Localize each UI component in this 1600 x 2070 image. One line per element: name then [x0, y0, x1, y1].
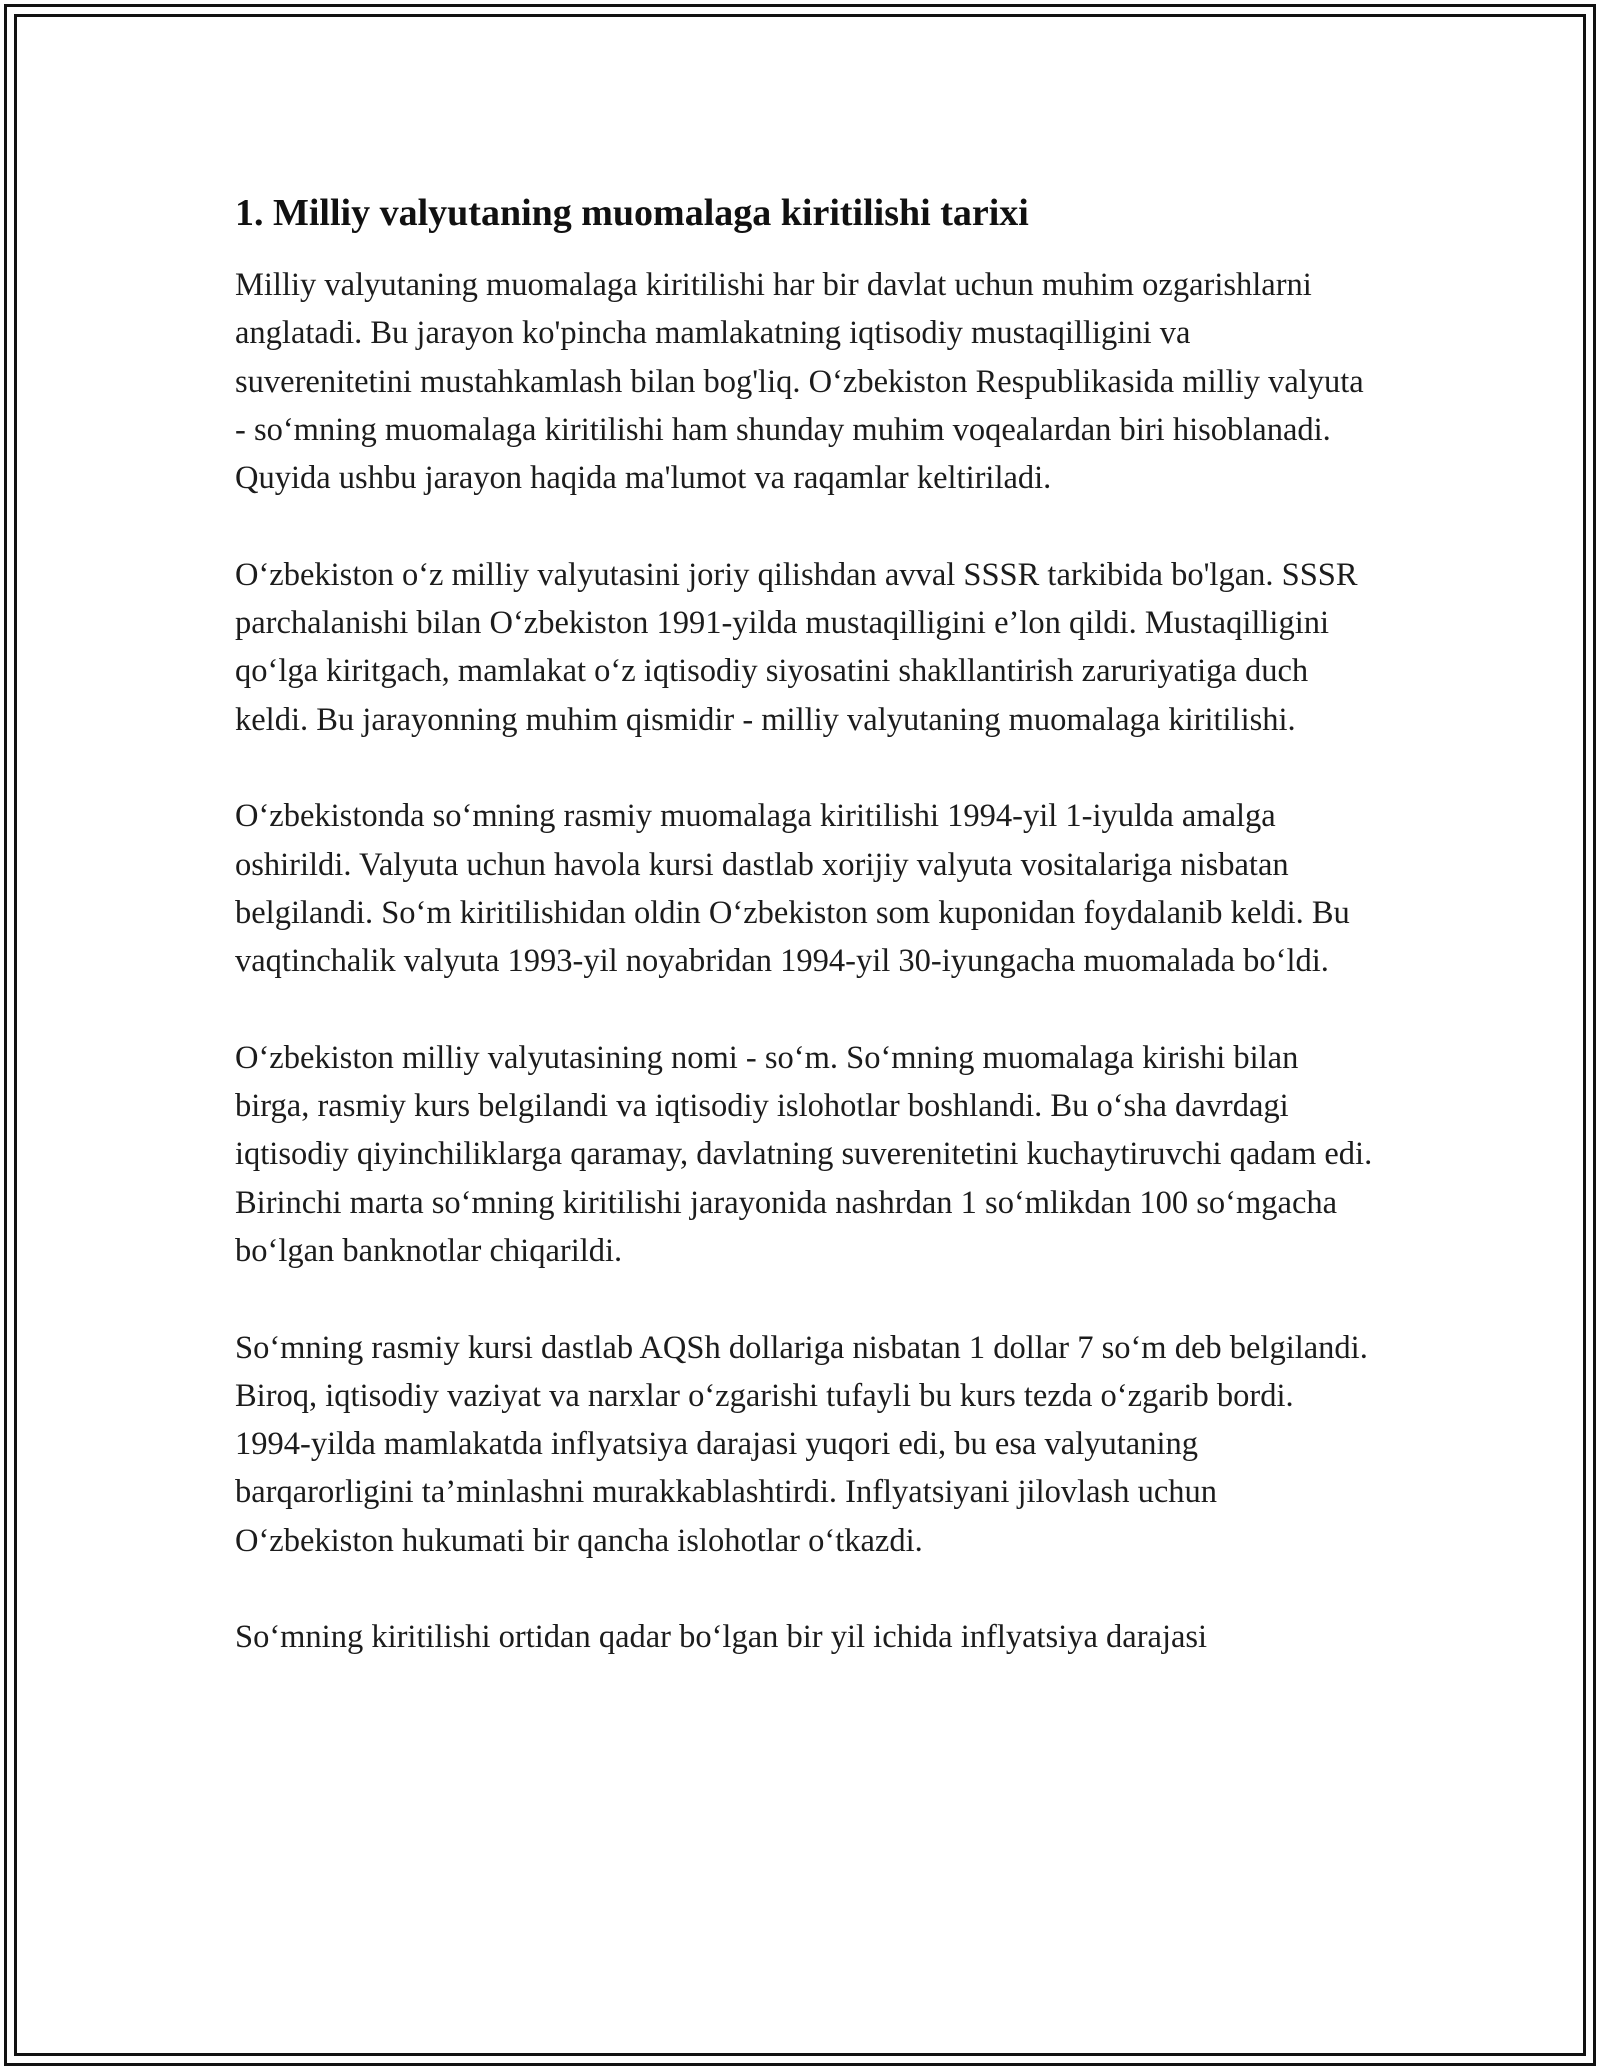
paragraph-intro: Milliy valyutaning muomalaga kiritilishi har bir davlat uchun muhim ozgarishlarni anglatadi. Bu jarayon ko'pincha mamlakatning iqtisodiy mustaqilligini va suverenitetini mustahkamlash bilan bog'liq. O‘zbekiston Respublikasida milliy valyuta - so‘mning muomalaga kiritilishi ham shunday muhim voqealardan biri hisoblanadi. Quyida ushbu jarayon haqida ma'lumot va raqamlar keltiriladi.	[235, 267, 1364, 497]
paragraph-introduction-date: O‘zbekistonda so‘mning rasmiy muomalaga kiritilishi 1994-yil 1-iyulda amalga oshirildi. Valyuta uchun havola kursi dastlab xorijiy valyuta vositalariga nisbatan belgilandi. So‘m kiritilishidan oldin O‘zbekiston som kuponidan foydalanib keldi. Bu vaqtinchalik valyuta 1993-yil noyabridan 1994-yil 30-iyungacha muomalada bo‘ldi.	[235, 798, 1350, 980]
section-heading: 1. Milliy valyutaning muomalaga kiritilishi tarixi	[235, 192, 1029, 234]
document-body	[235, 185, 1375, 1710]
paragraph-exchange-rate: So‘mning rasmiy kursi dastlab AQSh dollariga nisbatan 1 dollar 7 so‘m deb belgilandi. Biroq, iqtisodiy vaziyat va narxlar o‘zgarishi tufayli bu kurs tezda o‘zgarib bordi. 1994-yilda mamlakatda inflyatsiya darajasi yuqori edi, bu esa valyutaning barqarorligini ta’minlashni murakkablashtirdi. Inflyatsiyani jilovlash uchun O‘zbekiston hukumati bir qancha islohotlar o‘tkazdi.	[235, 1329, 1368, 1559]
paragraph-independence: O‘zbekiston o‘z milliy valyutasini joriy qilishdan avval SSSR tarkibida bo'lgan. SSSR parchalanishi bilan O‘zbekiston 1991-yilda mustaqilligini e’lon qildi. Mustaqilligini qo‘lga kiritgach, mamlakat o‘z iqtisodiy siyosatini shakllantirish zaruriyatiga duch keldi. Bu jarayonning muhim qismidir - milliy valyutaning muomalaga kiritilishi.	[235, 556, 1358, 738]
paragraph-currency-name: O‘zbekiston milliy valyutasining nomi - so‘m. So‘mning muomalaga kirishi bilan birga, rasmiy kurs belgilandi va iqtisodiy islohotlar boshlandi. Bu o‘sha davrdagi iqtisodiy qiyinchiliklarga qaramay, davlatning suverenitetini kuchaytiruvchi qadam edi. Birinchi marta so‘mning kiritilishi jarayonida nashrdan 1 so‘mlikdan 100 so‘mgacha bo‘lgan banknotlar chiqarildi.	[235, 1039, 1373, 1269]
paragraph-inflation: So‘mning kiritilishi ortidan qadar bo‘lgan bir yil ichida inflyatsiya darajasi	[235, 1619, 1208, 1656]
